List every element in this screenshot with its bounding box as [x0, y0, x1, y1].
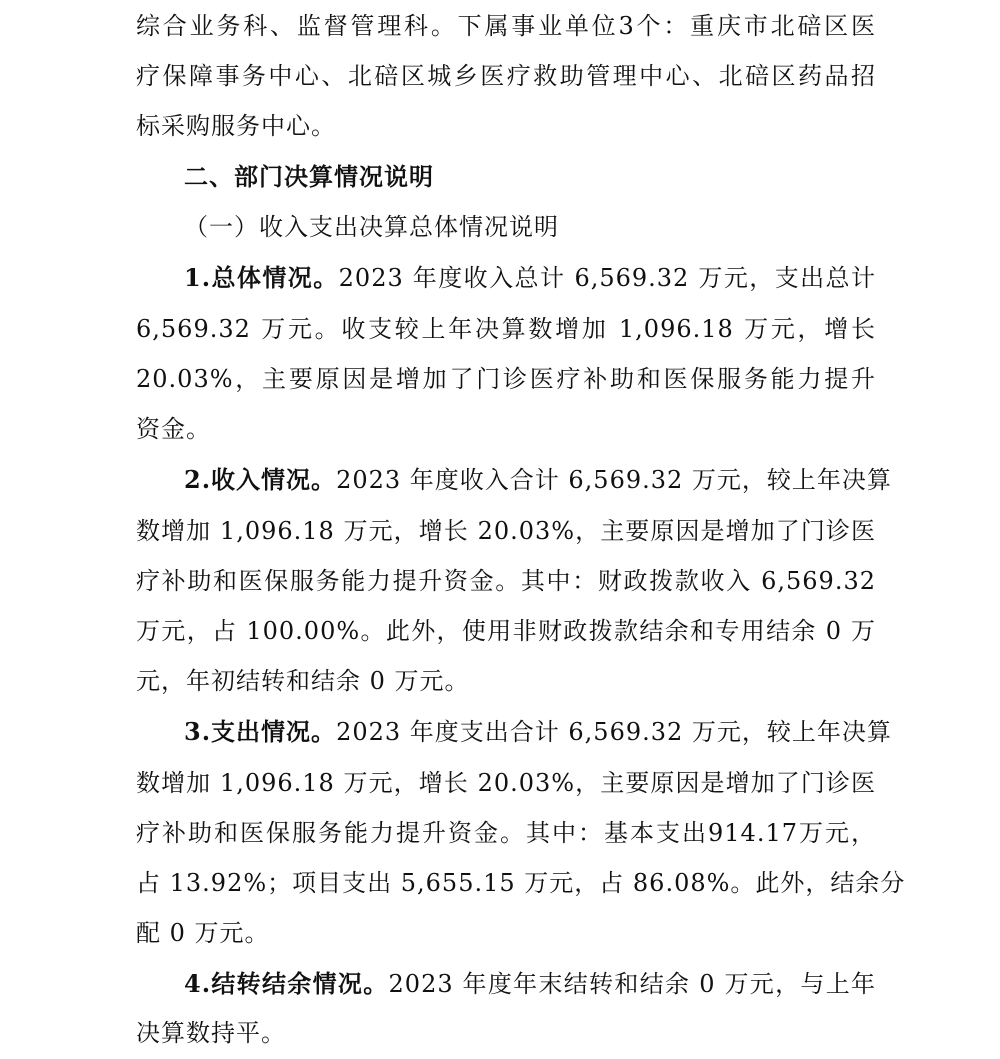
income-line-2: 数增加 1,096.18 万元，增长 20.03%，主要原因是增加了门诊医 — [136, 517, 876, 545]
carryover-title: 4.结转结余情况。 — [184, 969, 389, 998]
expenditure-line-5: 配 0 万元。 — [136, 919, 270, 947]
overall-text-1: 2023 年度收入总计 6,569.32 万元，支出总计 — [338, 264, 876, 292]
income-text-1: 2023 年度收入合计 6,569.32 万元，较上年决算 — [336, 466, 892, 494]
income-line-4: 万元，占 100.00%。此外，使用非财政拨款结余和专用结余 0 万 — [136, 617, 876, 645]
carryover-text-1: 2023 年度年末结转和结余 0 万元，与上年 — [388, 970, 877, 998]
income-line-1 — [184, 460, 892, 500]
expenditure-line-4: 占 13.92%；项目支出 5,655.15 万元，占 86.08%。此外，结余分 — [136, 869, 906, 897]
expenditure-line-1 — [184, 712, 892, 752]
subsection-heading: （一）收入支出决算总体情况说明 — [184, 213, 559, 241]
expenditure-title: 3.支出情况。 — [184, 717, 337, 746]
overall-title: 1.总体情况。 — [184, 263, 339, 292]
income-title: 2.收入情况。 — [184, 465, 337, 494]
overall-line-1 — [184, 258, 876, 298]
intro-line-3: 标采购服务中心。 — [136, 112, 336, 140]
expenditure-line-3: 疗补助和医保服务能力提升资金。其中：基本支出914.17万元， — [136, 819, 876, 847]
overall-line-4: 资金。 — [136, 415, 211, 443]
expenditure-line-2: 数增加 1,096.18 万元，增长 20.03%，主要原因是增加了门诊医 — [136, 769, 876, 797]
intro-line-1: 综合业务科、监督管理科。下属事业单位3个：重庆市北碚区医 — [136, 12, 876, 40]
expenditure-text-1: 2023 年度支出合计 6,569.32 万元，较上年决算 — [336, 718, 892, 746]
income-line-5: 元，年初结转和结余 0 万元。 — [136, 667, 470, 695]
carryover-line-1 — [184, 964, 876, 1004]
overall-line-3: 20.03%，主要原因是增加了门诊医疗补助和医保服务能力提升 — [136, 365, 876, 393]
income-line-3: 疗补助和医保服务能力提升资金。其中：财政拨款收入 6,569.32 — [136, 567, 876, 595]
overall-line-2: 6,569.32 万元。收支较上年决算数增加 1,096.18 万元，增长 — [136, 315, 876, 343]
intro-line-2: 疗保障事务中心、北碚区城乡医疗救助管理中心、北碚区药品招 — [136, 62, 876, 90]
section-heading: 二、部门决算情况说明 — [184, 162, 434, 191]
carryover-line-2: 决算数持平。 — [136, 1019, 286, 1047]
